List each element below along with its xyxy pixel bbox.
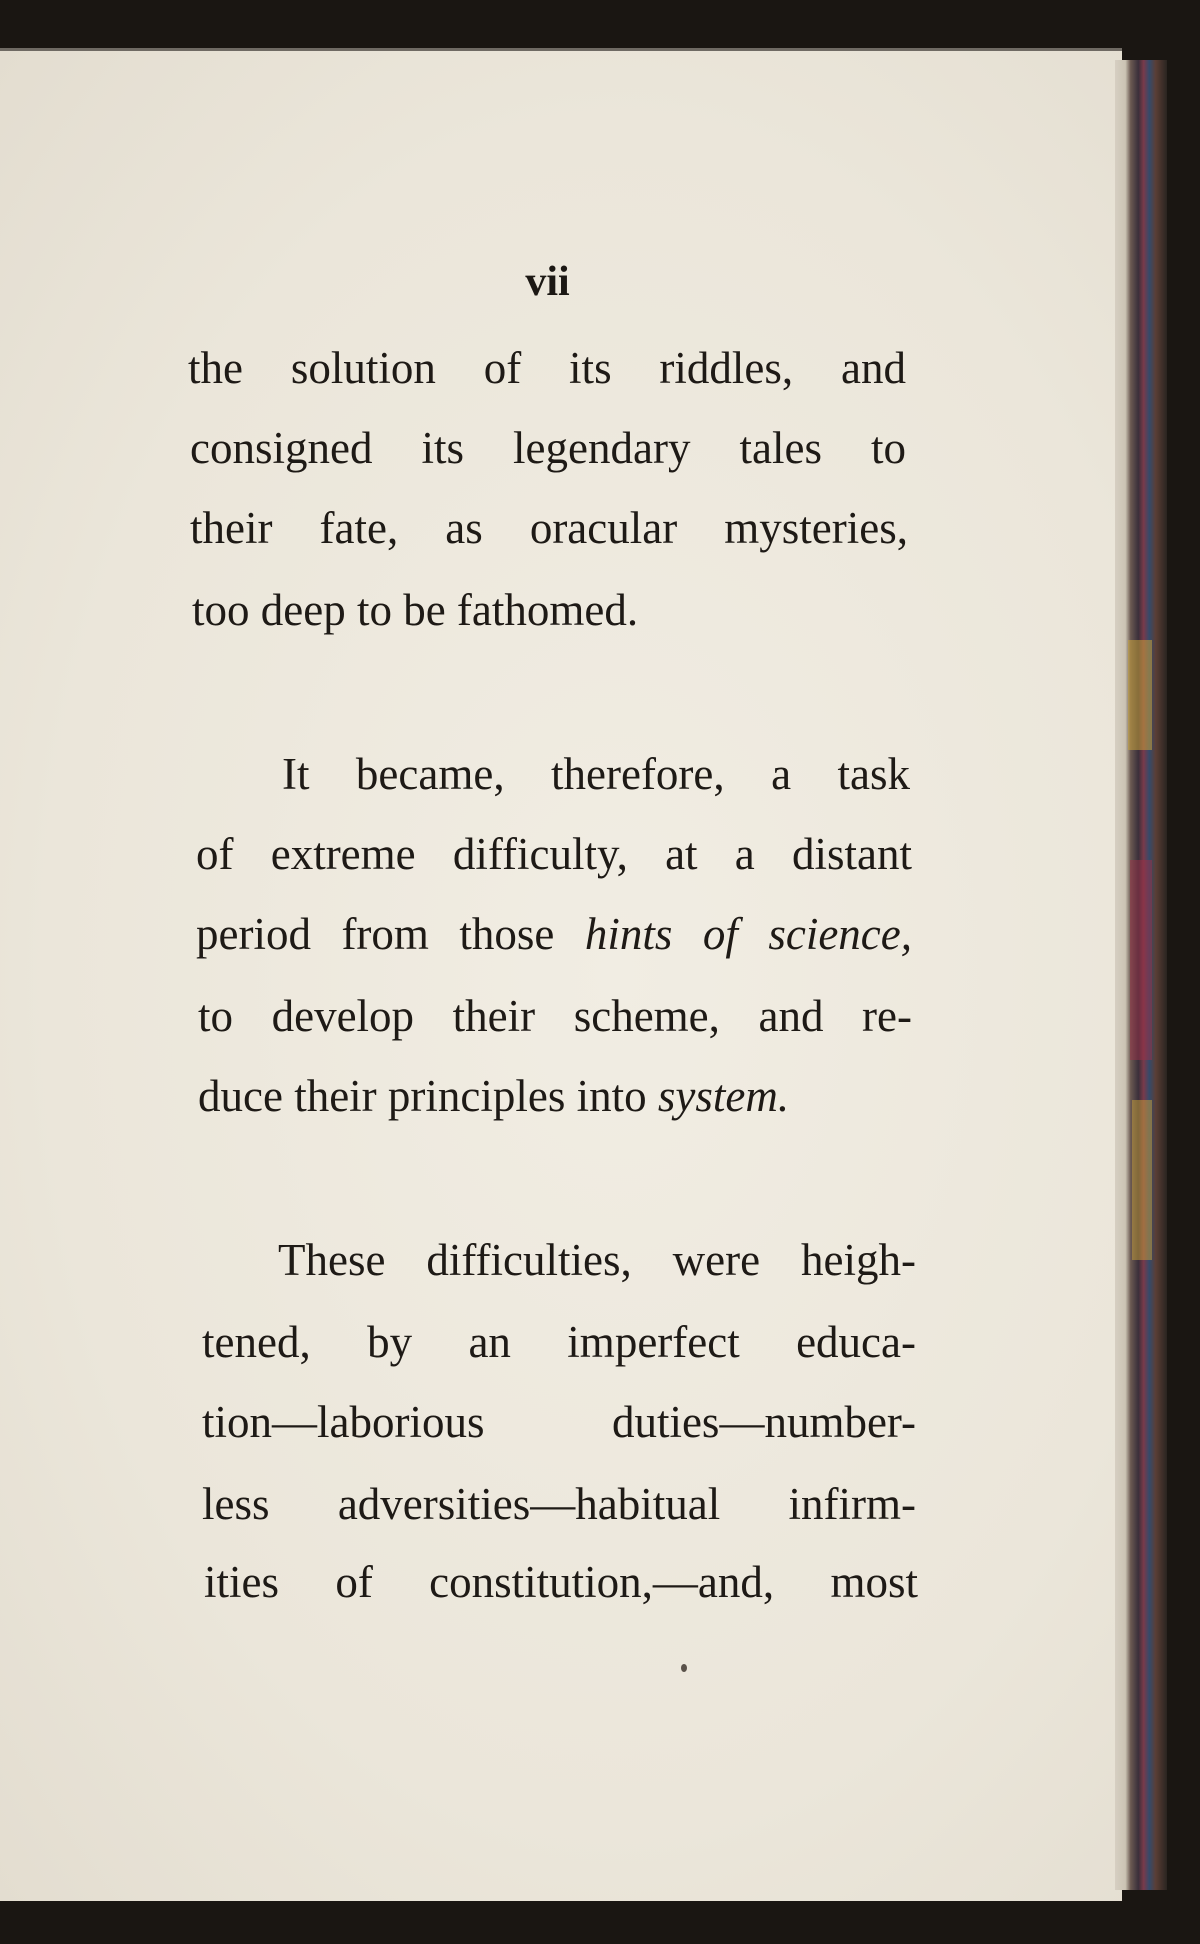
text-line: consigned its legendary tales to [190, 423, 906, 473]
text-line: of extreme difficulty, at a distant [196, 829, 912, 879]
ink-speck [681, 1664, 687, 1672]
text-line [198, 1071, 914, 1121]
text-line-roman: period from those [196, 909, 585, 959]
text-line: tened, by an imperfect educa- [202, 1317, 916, 1367]
marbled-edge-pattern [1130, 860, 1152, 1060]
text-line-italic: system. [657, 1071, 790, 1121]
text-line: It became, therefore, a task [282, 749, 910, 799]
page-number: vii [525, 259, 570, 305]
text-line: their fate, as oracular mysteries, [190, 503, 908, 553]
text-line-italic: hints of science, [584, 909, 912, 959]
text-line: ities of constitution,—and, most [204, 1557, 918, 1607]
text-line: tion—laborious duties—number- [202, 1397, 916, 1447]
marbled-edge-pattern [1128, 640, 1152, 750]
text-line: to develop their scheme, and re- [198, 991, 912, 1041]
marbled-edge-pattern [1132, 1100, 1152, 1260]
text-line: the solution of its riddles, and [188, 343, 906, 393]
text-line [196, 909, 912, 959]
text-line-roman: duce their principles into [198, 1071, 658, 1121]
text-line: less adversities—habitual infirm- [202, 1479, 916, 1529]
book-page [0, 48, 1122, 1901]
text-line: These difficulties, were heigh- [278, 1235, 916, 1285]
text-line: too deep to be fathomed. [192, 585, 639, 635]
